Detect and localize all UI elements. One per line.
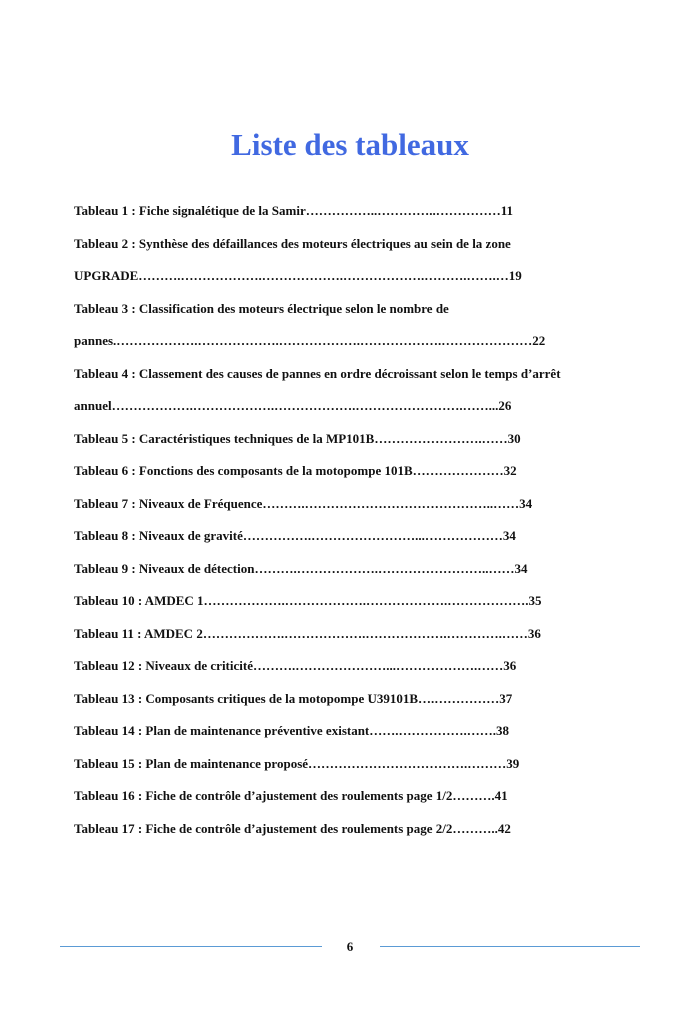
table-entry-2-continued: UPGRADE……….……………….……………….……………….……….…….…19 [74, 268, 522, 283]
table-entry-2: Tableau 2 : Synthèse des défaillances des moteurs électriques au sein de la zone [74, 235, 511, 251]
table-entry-17: Tableau 17 : Fiche de contrôle d’ajustement des roulements page 2/2………..42 [74, 820, 511, 836]
table-entry-3: Tableau 3 : Classification des moteurs électrique selon le nombre de [74, 300, 449, 316]
table-entry-14: Tableau 14 : Plan de maintenance préventive existant…….…………….…….38 [74, 723, 510, 738]
footer-rule-left [60, 946, 322, 947]
page-number: 6 [346, 939, 354, 954]
table-entry-12: Tableau 12 : Niveaux de criticité……….…………………...……………….……36 [74, 658, 517, 673]
table-entry-15: Tableau 15 : Plan de maintenance proposé……………………………….………39 [74, 755, 520, 771]
table-entry-4-continued: annuel……………….……………….……………….…………………….……...26 [74, 398, 512, 413]
table-entry-6: Tableau 6 : Fonctions des composants de la motopompe 101B…………………32 [74, 463, 517, 478]
table-entry-16: Tableau 16 : Fiche de contrôle d’ajustement des roulements page 1/2……….41 [74, 788, 508, 803]
footer-rule-right [380, 946, 640, 947]
table-entry-3-continued: pannes.……………….……………….……………….……………….…………………22 [74, 333, 546, 348]
table-entry-9: Tableau 9 : Niveaux de détection……….……………….……………………..……34 [74, 560, 528, 576]
table-entry-4: Tableau 4 : Classement des causes de pannes en ordre décroissant selon le temps d’arrêt [74, 365, 561, 381]
table-list [74, 196, 634, 846]
table-entry-10: Tableau 10 : AMDEC 1……………….……………….……………….……………….35 [74, 593, 542, 608]
table-entry-7: Tableau 7 : Niveaux de Fréquence……….……………………………………..……34 [74, 495, 533, 511]
table-entry-13: Tableau 13 : Composants critiques de la motopompe U39101B….……………37 [74, 690, 513, 706]
page-title: Liste des tableaux [231, 127, 469, 162]
table-entry-11: Tableau 11 : AMDEC 2……………….……………….……………….………….……36 [74, 625, 541, 641]
table-entry-5: Tableau 5 : Caractéristiques techniques de la MP101B…………………….……30 [74, 430, 521, 446]
table-entry-8: Tableau 8 : Niveaux de gravité…………….……………………...………………34 [74, 528, 516, 543]
table-entry-1: Tableau 1 : Fiche signalétique de la Samir……………..…………..……………11 [74, 203, 514, 218]
